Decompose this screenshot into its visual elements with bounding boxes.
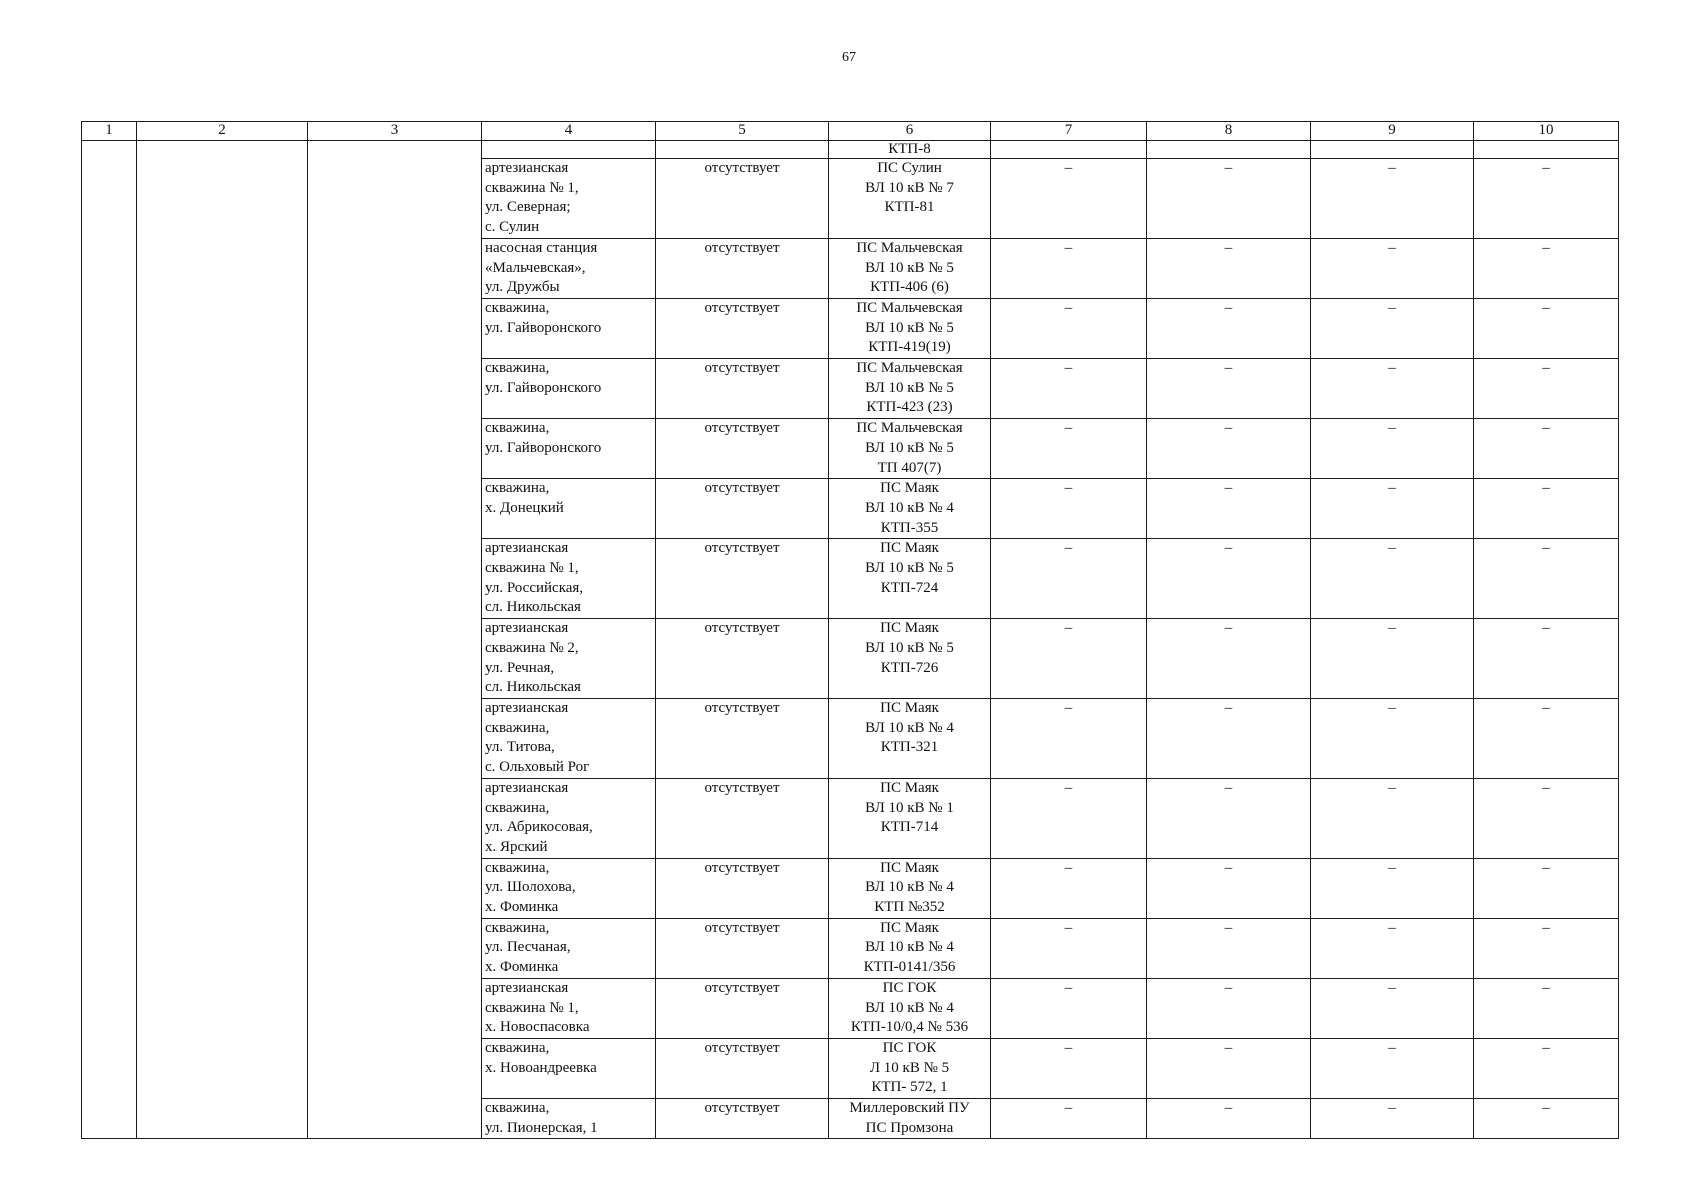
dash-cell-col10: – [1474,419,1619,479]
dash-cell-col10: – [1474,619,1619,699]
header-cell: 1 [82,122,137,141]
status-cell: отсутствует [656,479,829,539]
power-source-cell: ПС Мальчевская ВЛ 10 кВ № 5 КТП-406 (6) [829,238,991,298]
power-source-cell: ПС ГОК ВЛ 10 кВ № 4 КТП-10/0,4 № 536 [829,978,991,1038]
power-source-cell: ПС Маяк ВЛ 10 кВ № 4 КТП-355 [829,479,991,539]
merged-cell-col2 [137,141,308,1139]
dash-cell-col9: – [1311,159,1474,239]
dash-cell-col10: – [1474,1099,1619,1139]
dash-cell-col9: – [1311,359,1474,419]
dash-cell-col7: – [991,359,1147,419]
status-cell: отсутствует [656,238,829,298]
dash-cell-col10: – [1474,978,1619,1038]
dash-cell-col9: – [1311,978,1474,1038]
dash-cell-col7: – [991,479,1147,539]
dash-cell-col10: – [1474,858,1619,918]
power-source-cell: ПС Маяк ВЛ 10 кВ № 4 КТП №352 [829,858,991,918]
power-source-cell: ПС Мальчевская ВЛ 10 кВ № 5 ТП 407(7) [829,419,991,479]
dash-cell-col8: – [1147,698,1311,778]
status-cell: отсутствует [656,698,829,778]
page-number: 67 [842,50,856,65]
status-cell: отсутствует [656,778,829,858]
object-name-cell: артезианская скважина № 1, х. Новоспасовка [482,978,656,1038]
header-cell: 7 [991,122,1147,141]
dash-cell-col7: – [991,978,1147,1038]
object-name-cell: насосная станция «Мальчевская», ул. Дружбы [482,238,656,298]
dash-cell-col9: – [1311,539,1474,619]
status-cell: отсутствует [656,1038,829,1098]
dash-cell-col10: – [1474,359,1619,419]
object-name-cell: скважина, ул. Гайворонского [482,419,656,479]
empty-cell [482,141,656,159]
dash-cell-col10: – [1474,479,1619,539]
dash-cell-col7: – [991,159,1147,239]
empty-cell [656,141,829,159]
dash-cell-col9: – [1311,238,1474,298]
object-name-cell: артезианская скважина, ул. Титова, с. Ольховый Рог [482,698,656,778]
dash-cell-col10: – [1474,159,1619,239]
header-cell: 3 [308,122,482,141]
dash-cell-col10: – [1474,1038,1619,1098]
dash-cell-col7: – [991,619,1147,699]
empty-cell [1311,141,1474,159]
status-cell: отсутствует [656,539,829,619]
dash-cell-col7: – [991,918,1147,978]
dash-cell-col9: – [1311,1099,1474,1139]
dash-cell-col10: – [1474,698,1619,778]
power-source-cell: ПС Маяк ВЛ 10 кВ № 4 КТП-0141/356 [829,918,991,978]
dash-cell-col7: – [991,858,1147,918]
header-cell: 9 [1311,122,1474,141]
dash-cell-col10: – [1474,778,1619,858]
dash-cell-col10: – [1474,539,1619,619]
power-source-cell: ПС ГОК Л 10 кВ № 5 КТП- 572, 1 [829,1038,991,1098]
header-cell: 2 [137,122,308,141]
object-name-cell: скважина, х. Донецкий [482,479,656,539]
dash-cell-col9: – [1311,918,1474,978]
dash-cell-col8: – [1147,858,1311,918]
status-cell: отсутствует [656,159,829,239]
dash-cell-col10: – [1474,238,1619,298]
dash-cell-col7: – [991,698,1147,778]
dash-cell-col8: – [1147,419,1311,479]
power-source-cell: ПС Мальчевская ВЛ 10 кВ № 5 КТП-419(19) [829,298,991,358]
empty-cell [1147,141,1311,159]
status-cell: отсутствует [656,359,829,419]
dash-cell-col8: – [1147,539,1311,619]
dash-cell-col7: – [991,1099,1147,1139]
status-cell: отсутствует [656,918,829,978]
dash-cell-col8: – [1147,918,1311,978]
status-cell: отсутствует [656,298,829,358]
dash-cell-col10: – [1474,298,1619,358]
dash-cell-col8: – [1147,238,1311,298]
dash-cell-col10: – [1474,918,1619,978]
power-source-cell: ПС Маяк ВЛ 10 кВ № 1 КТП-714 [829,778,991,858]
object-name-cell: скважина, ул. Пионерская, 1 [482,1099,656,1139]
status-cell: отсутствует [656,419,829,479]
dash-cell-col9: – [1311,778,1474,858]
status-cell: отсутствует [656,619,829,699]
object-name-cell: скважина, ул. Шолохова, х. Фоминка [482,858,656,918]
dash-cell-col9: – [1311,419,1474,479]
dash-cell-col7: – [991,419,1147,479]
dash-cell-col9: – [1311,619,1474,699]
data-table [81,121,1619,1139]
dash-cell-col8: – [1147,1099,1311,1139]
dash-cell-col8: – [1147,978,1311,1038]
status-cell: отсутствует [656,978,829,1038]
dash-cell-col8: – [1147,778,1311,858]
table-row-continuation [82,141,1619,159]
object-name-cell: артезианская скважина, ул. Абрикосовая, х. Ярский [482,778,656,858]
dash-cell-col7: – [991,298,1147,358]
dash-cell-col7: – [991,539,1147,619]
power-source-cell: ПС Маяк ВЛ 10 кВ № 5 КТП-724 [829,539,991,619]
power-source-cell: ПС Сулин ВЛ 10 кВ № 7 КТП-81 [829,159,991,239]
dash-cell-col9: – [1311,698,1474,778]
dash-cell-col8: – [1147,479,1311,539]
dash-cell-col8: – [1147,1038,1311,1098]
object-name-cell: скважина, х. Новоандреевка [482,1038,656,1098]
object-name-cell: скважина, ул. Песчаная, х. Фоминка [482,918,656,978]
empty-cell [991,141,1147,159]
dash-cell-col8: – [1147,359,1311,419]
dash-cell-col9: – [1311,479,1474,539]
merged-cell-col3 [308,141,482,1139]
power-source-cell: ПС Мальчевская ВЛ 10 кВ № 5 КТП-423 (23) [829,359,991,419]
header-cell: 10 [1474,122,1619,141]
dash-cell-col7: – [991,238,1147,298]
merged-cell-col1 [82,141,137,1139]
header-row [82,122,1619,141]
dash-cell-col7: – [991,1038,1147,1098]
power-source-cell: ПС Маяк ВЛ 10 кВ № 4 КТП-321 [829,698,991,778]
status-cell: отсутствует [656,858,829,918]
dash-cell-col7: – [991,778,1147,858]
dash-cell-col9: – [1311,1038,1474,1098]
header-cell: 8 [1147,122,1311,141]
header-cell: 4 [482,122,656,141]
dash-cell-col8: – [1147,298,1311,358]
dash-cell-col9: – [1311,298,1474,358]
dash-cell-col8: – [1147,159,1311,239]
object-name-cell: артезианская скважина № 1, ул. Северная; с. Сулин [482,159,656,239]
power-source-cell: Миллеровский ПУ ПС Промзона [829,1099,991,1139]
header-cell: 6 [829,122,991,141]
header-cell: 5 [656,122,829,141]
object-name-cell: артезианская скважина № 1, ул. Российская, сл. Никольская [482,539,656,619]
object-name-cell: артезианская скважина № 2, ул. Речная, сл. Никольская [482,619,656,699]
empty-cell [1474,141,1619,159]
object-name-cell: скважина, ул. Гайворонского [482,298,656,358]
power-source-cell: ПС Маяк ВЛ 10 кВ № 5 КТП-726 [829,619,991,699]
power-source-cell: КТП-8 [829,141,991,159]
dash-cell-col8: – [1147,619,1311,699]
status-cell: отсутствует [656,1099,829,1139]
object-name-cell: скважина, ул. Гайворонского [482,359,656,419]
dash-cell-col9: – [1311,858,1474,918]
